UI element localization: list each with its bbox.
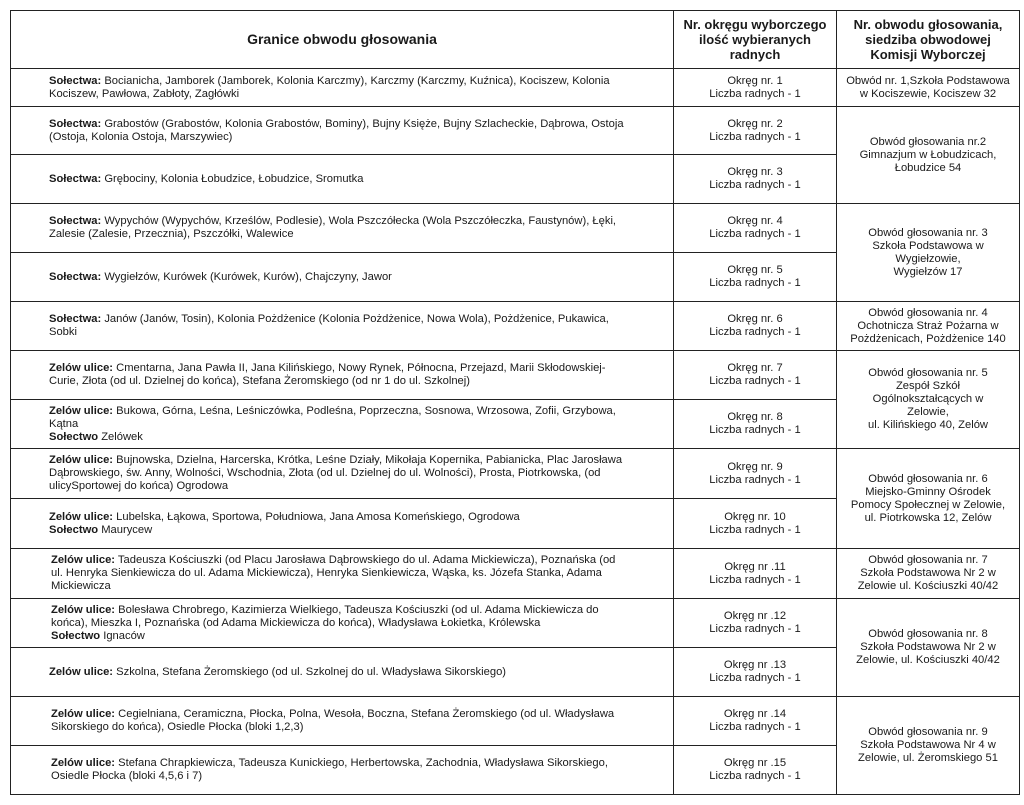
polling-station-cell bbox=[837, 69, 1020, 107]
boundary-key: Sołectwo bbox=[49, 430, 99, 443]
table-row bbox=[11, 107, 1020, 155]
boundary-text: Kątna bbox=[49, 417, 79, 430]
polling-station-line: Wygiełzów 17 bbox=[893, 265, 963, 278]
boundary-line bbox=[49, 215, 665, 228]
boundary-text: Zelówek bbox=[98, 430, 143, 443]
polling-station-line: Pożdżenicach, Pożdżenice 140 bbox=[850, 332, 1006, 345]
polling-station-line: Szkoła Podstawowa Nr 2 w bbox=[860, 567, 996, 579]
district-number: Okręg nr. 7 bbox=[727, 362, 783, 374]
boundary-line bbox=[49, 431, 665, 444]
table-row bbox=[11, 449, 1020, 499]
boundary-line bbox=[49, 375, 665, 388]
polling-station-line: Wygiełzowie, bbox=[895, 252, 961, 265]
polling-station-cell bbox=[837, 449, 1020, 549]
table-row bbox=[11, 351, 1020, 400]
polling-station-cell bbox=[837, 107, 1020, 204]
polling-station-line: Ochotnicza Straż Pożarna w bbox=[857, 319, 999, 332]
district-number: Okręg nr .11 bbox=[724, 560, 786, 573]
district-cell bbox=[674, 599, 837, 648]
boundary-text: końca), Mieszka I, Poznańska (od Adama Mickiewicza do końca), Władysława Łokietka, Królewska bbox=[51, 616, 541, 629]
boundary-line bbox=[49, 524, 665, 537]
boundary-line bbox=[49, 313, 665, 326]
polling-station-line: Obwód głosowania nr. 3 bbox=[868, 226, 988, 239]
table-body bbox=[11, 69, 1020, 795]
boundaries-cell bbox=[11, 449, 674, 499]
boundary-line bbox=[49, 666, 665, 679]
boundary-line bbox=[51, 721, 665, 734]
header-boundaries: Granice obwodu głosowania bbox=[11, 11, 674, 69]
boundary-line bbox=[51, 604, 665, 617]
boundary-text: Janów (Janów, Tosin), Kolonia Pożdżenice (Kolonia Pożdżenice, Nowa Wola), Pożdżenice, Pukawica, bbox=[101, 313, 609, 325]
polling-station-line: Zelowie, bbox=[907, 406, 949, 418]
polling-station-line: Zelowie ul. Kościuszki 40/42 bbox=[857, 580, 999, 592]
boundary-text: Bolesława Chrobrego, Kazimierza Wielkiego, Tadeusza Kościuszki (od ul. Adama Mickiewicza do bbox=[115, 603, 599, 616]
boundary-key: Zelów ulice: bbox=[51, 554, 116, 566]
district-cell bbox=[674, 400, 837, 449]
boundary-line bbox=[49, 173, 665, 186]
polling-station-line: Obwód głosowania nr. 5 bbox=[868, 367, 988, 379]
boundaries-cell bbox=[11, 155, 674, 204]
district-cell bbox=[674, 155, 837, 204]
boundary-key: Sołectwo bbox=[51, 629, 101, 642]
boundary-text: Sikorskiego do końca), Osiedle Płocka (bloki 1,2,3) bbox=[51, 721, 304, 733]
boundary-text: Lubelska, Łąkowa, Sportowa, Południowa, Jana Amosa Komeńskiego, Ogrodowa bbox=[113, 510, 520, 523]
boundary-line bbox=[49, 131, 665, 144]
district-cell bbox=[674, 648, 837, 697]
councillor-count: Liczba radnych - 1 bbox=[709, 179, 801, 191]
boundary-line bbox=[51, 708, 665, 721]
boundary-key: Sołectwo bbox=[49, 523, 99, 536]
district-number: Okręg nr. 4 bbox=[727, 215, 783, 227]
boundaries-cell bbox=[11, 549, 674, 599]
polling-station-line: Zelowie, ul. Żeromskiego 51 bbox=[858, 752, 998, 764]
header-row bbox=[11, 11, 1020, 69]
polling-station-line: Zelowie, ul. Kościuszki 40/42 bbox=[856, 654, 1000, 666]
document bbox=[10, 10, 1020, 795]
boundary-key: Sołectwa: bbox=[49, 313, 102, 325]
boundary-key: Zelów ulice: bbox=[49, 454, 114, 466]
electoral-districts-table bbox=[10, 10, 1020, 795]
boundary-key: Zelów ulice: bbox=[49, 362, 114, 374]
boundary-key: Zelów ulice: bbox=[51, 708, 116, 720]
district-cell bbox=[674, 69, 837, 107]
polling-station-line: w Kociszewie, Kociszew 32 bbox=[859, 87, 997, 100]
boundary-key: Sołectwa: bbox=[49, 172, 102, 185]
boundaries-cell bbox=[11, 69, 674, 107]
header-station-line: siedziba obwodowej bbox=[865, 32, 991, 47]
polling-station-line: ul. Kilińskiego 40, Zelów bbox=[867, 419, 988, 431]
boundary-key: Sołectwa: bbox=[49, 117, 102, 130]
boundary-line bbox=[49, 418, 665, 431]
district-cell bbox=[674, 449, 837, 499]
polling-station-line: Szkoła Podstawowa Nr 2 w bbox=[860, 641, 996, 653]
district-cell bbox=[674, 746, 837, 795]
boundary-text: Wypychów (Wypychów, Krześlów, Podlesie), Wola Pszczółecka (Wola Pszczółeczka, Faustynów), Łęki, bbox=[101, 215, 617, 227]
header-station-line: Komisji Wyborczej bbox=[870, 47, 986, 62]
polling-station-line: Obwód głosowania nr. 4 bbox=[868, 306, 988, 319]
boundary-line bbox=[51, 617, 665, 630]
boundary-key: Zelów ulice: bbox=[49, 510, 114, 523]
boundary-key: Sołectwa: bbox=[49, 270, 102, 283]
table-row bbox=[11, 697, 1020, 746]
polling-station-cell bbox=[837, 697, 1020, 795]
polling-station-cell bbox=[837, 599, 1020, 697]
boundary-key: Zelów ulice: bbox=[51, 603, 116, 616]
polling-station-line: Obwód głosowania nr. 8 bbox=[868, 628, 988, 640]
polling-station-line: Obwód głosowania nr.2 bbox=[869, 135, 987, 148]
table-row bbox=[11, 204, 1020, 253]
district-number: Okręg nr. 6 bbox=[727, 313, 783, 325]
district-cell bbox=[674, 204, 837, 253]
polling-station-line: Obwód nr. 1,Szkoła Podstawowa bbox=[846, 74, 1010, 87]
boundary-text: Szkolna, Stefana Żeromskiego (od ul. Szkolnej do ul. Władysława Sikorskiego) bbox=[113, 665, 507, 678]
boundary-line bbox=[49, 326, 665, 339]
table-row bbox=[11, 549, 1020, 599]
councillor-count: Liczba radnych - 1 bbox=[709, 523, 801, 536]
header-station bbox=[837, 11, 1020, 69]
polling-station-line: Obwód głosowania nr. 7 bbox=[868, 554, 988, 566]
boundary-line bbox=[49, 511, 665, 524]
boundary-line bbox=[49, 75, 665, 88]
district-number: Okręg nr .12 bbox=[723, 610, 787, 622]
boundary-line bbox=[49, 271, 665, 284]
boundaries-cell bbox=[11, 746, 674, 795]
district-number: Okręg nr. 8 bbox=[727, 411, 783, 423]
district-number: Okręg nr .14 bbox=[723, 708, 787, 720]
polling-station-line: Miejsko-Gminny Ośrodek bbox=[865, 485, 991, 498]
polling-station-line: Obwód głosowania nr. 9 bbox=[868, 726, 988, 738]
boundary-line bbox=[51, 630, 665, 643]
polling-station-line: Szkoła Podstawowa w bbox=[872, 239, 984, 252]
boundary-key: Sołectwa: bbox=[49, 215, 102, 227]
boundary-text: Cmentarna, Jana Pawła II, Jana Kilińskiego, Nowy Rynek, Północna, Przejazd, Marii Skłodowskiej- bbox=[113, 362, 606, 374]
boundary-line bbox=[49, 480, 665, 493]
polling-station-line: ul. Piotrkowska 12, Zelów bbox=[864, 511, 992, 524]
boundaries-cell bbox=[11, 697, 674, 746]
boundary-text: Mickiewicza bbox=[51, 580, 111, 592]
district-cell bbox=[674, 253, 837, 302]
councillor-count: Liczba radnych - 1 bbox=[709, 130, 801, 143]
district-number: Okręg nr. 10 bbox=[724, 510, 786, 523]
table-row bbox=[11, 69, 1020, 107]
polling-station-cell bbox=[837, 549, 1020, 599]
district-cell bbox=[674, 549, 837, 599]
councillor-count: Liczba radnych - 1 bbox=[709, 721, 801, 733]
table-row bbox=[11, 599, 1020, 648]
polling-station-line: Ogólnokształcących w bbox=[872, 393, 984, 405]
councillor-count: Liczba radnych - 1 bbox=[709, 672, 801, 684]
district-cell bbox=[674, 499, 837, 549]
boundary-text: Maurycew bbox=[98, 523, 153, 536]
boundary-key: Zelów ulice: bbox=[51, 757, 116, 769]
district-number: Okręg nr. 1 bbox=[727, 74, 783, 87]
boundary-key: Zelów ulice: bbox=[49, 665, 114, 678]
district-number: Okręg nr. 2 bbox=[727, 117, 783, 130]
boundary-line bbox=[49, 405, 665, 418]
polling-station-line: Pomocy Społecznej w Zelowie, bbox=[850, 498, 1006, 511]
boundary-line bbox=[51, 554, 665, 567]
councillor-count: Liczba radnych - 1 bbox=[709, 375, 801, 387]
boundary-line bbox=[49, 228, 665, 241]
councillor-count: Liczba radnych - 1 bbox=[709, 87, 801, 100]
polling-station-line: Łobudzice 54 bbox=[894, 161, 962, 174]
boundary-text: Grabostów (Grabostów, Kolonia Grabostów, Bominy), Bujny Księże, Bujny Szlacheckie, Dąbrowa, Ostoja bbox=[101, 117, 624, 130]
boundary-text: ul. Henryka Sienkiewicza do ul. Adama Mickiewicza), Henryka Sienkiewicza, Wąska, ks. Józefa Stanka, Adama bbox=[51, 567, 602, 579]
district-number: Okręg nr. 3 bbox=[727, 166, 783, 178]
boundaries-cell bbox=[11, 253, 674, 302]
boundary-line bbox=[49, 454, 665, 467]
boundary-text: Bujnowska, Dzielna, Harcerska, Krótka, Leśne Działy, Mikołaja Kopernika, Pabianicka, Plac Jarosława bbox=[113, 454, 623, 466]
boundary-key: Zelów ulice: bbox=[49, 404, 114, 417]
boundary-text: Tadeusza Kościuszki (od Placu Jarosława Dąbrowskiego do ul. Adama Mickiewicza), Poznańska (od bbox=[115, 554, 616, 566]
header-station-line: Nr. obwodu głosowania, bbox=[853, 17, 1003, 32]
header-district-line: Nr. okręgu wyborczego bbox=[683, 17, 827, 32]
district-cell bbox=[674, 697, 837, 746]
boundary-text: Curie, Złota (od ul. Dzielnej do końca), Stefana Żeromskiego (od nr 1 do ul. Szkolnej) bbox=[49, 375, 470, 387]
boundary-text: Wygiełzów, Kurówek (Kurówek, Kurów), Chajczyny, Jawor bbox=[101, 270, 392, 283]
councillor-count: Liczba radnych - 1 bbox=[709, 573, 801, 586]
councillor-count: Liczba radnych - 1 bbox=[709, 424, 801, 436]
polling-station-cell bbox=[837, 302, 1020, 351]
boundaries-cell bbox=[11, 499, 674, 549]
district-number: Okręg nr .15 bbox=[723, 757, 787, 769]
polling-station-line: Obwód głosowania nr. 6 bbox=[868, 472, 988, 485]
boundary-text: Sobki bbox=[49, 326, 77, 338]
district-cell bbox=[674, 302, 837, 351]
polling-station-line: Gimnazjum w Łobudzicach, bbox=[859, 148, 997, 161]
boundary-line bbox=[49, 362, 665, 375]
boundaries-cell bbox=[11, 648, 674, 697]
header-district bbox=[674, 11, 837, 69]
district-cell bbox=[674, 351, 837, 400]
boundary-text: Zalesie (Zalesie, Przecznia), Pszczółki, Walewice bbox=[49, 228, 294, 240]
polling-station-cell bbox=[837, 204, 1020, 302]
boundary-line bbox=[49, 467, 665, 480]
boundary-text: Cegielniana, Ceramiczna, Płocka, Polna, Wesoła, Boczna, Stefana Żeromskiego (od ul. Władysława bbox=[115, 708, 615, 720]
boundary-line bbox=[51, 567, 665, 580]
polling-station-cell bbox=[837, 351, 1020, 449]
boundary-text: Bukowa, Górna, Leśna, Leśniczówka, Podleśna, Poprzeczna, Sosnowa, Wrzosowa, Zofii, Grzybowa, bbox=[113, 404, 616, 417]
councillor-count: Liczba radnych - 1 bbox=[709, 473, 801, 486]
boundary-text: Bocianicha, Jamborek (Jamborek, Kolonia Karczmy), Karczmy (Karczmy, Kuźnica), Kociszew, Kolonia bbox=[101, 74, 610, 87]
district-number: Okręg nr. 5 bbox=[727, 264, 783, 276]
boundary-text: Ignaców bbox=[100, 629, 145, 642]
table-row bbox=[11, 302, 1020, 351]
boundary-text: Kociszew, Pawłowa, Zabłoty, Zagłówki bbox=[49, 87, 240, 100]
polling-station-line: Zespół Szkół bbox=[895, 380, 961, 392]
polling-station-line: Szkoła Podstawowa Nr 4 w bbox=[860, 739, 996, 751]
councillor-count: Liczba radnych - 1 bbox=[709, 228, 801, 240]
district-cell bbox=[674, 107, 837, 155]
boundary-line bbox=[49, 118, 665, 131]
district-number: Okręg nr. 9 bbox=[727, 460, 783, 473]
boundary-key: Sołectwa: bbox=[49, 74, 102, 87]
councillor-count: Liczba radnych - 1 bbox=[709, 277, 801, 289]
councillor-count: Liczba radnych - 1 bbox=[709, 326, 801, 338]
header-district-line: ilość wybieranych bbox=[699, 32, 811, 47]
header-district-line: radnych bbox=[729, 47, 781, 62]
boundary-line bbox=[51, 580, 665, 593]
boundary-text: Dąbrowskiego, św. Anny, Wolności, Wschodnia, Złota (od ul. Dzielnej do ul. Wolności), Prosta, Piotrkowska, (od bbox=[49, 467, 601, 479]
boundary-text: ulicySportowej do końca) Ogrodowa bbox=[49, 480, 229, 492]
boundaries-cell bbox=[11, 351, 674, 400]
boundaries-cell bbox=[11, 400, 674, 449]
boundary-text: Osiedle Płocka (bloki 4,5,6 i 7) bbox=[51, 770, 203, 782]
boundary-line bbox=[51, 770, 665, 783]
boundaries-cell bbox=[11, 107, 674, 155]
boundary-text: Grębociny, Kolonia Łobudzice, Łobudzice, Sromutka bbox=[101, 172, 364, 185]
boundary-text: Stefana Chrapkiewicza, Tadeusza Kunickiego, Herbertowska, Zachodnia, Władysława Sikorskiego, bbox=[115, 757, 608, 769]
boundaries-cell bbox=[11, 599, 674, 648]
district-number: Okręg nr .13 bbox=[723, 659, 787, 671]
boundary-line bbox=[49, 88, 665, 101]
boundaries-cell bbox=[11, 204, 674, 253]
boundary-line bbox=[51, 757, 665, 770]
councillor-count: Liczba radnych - 1 bbox=[709, 623, 801, 635]
councillor-count: Liczba radnych - 1 bbox=[709, 770, 801, 782]
boundaries-cell bbox=[11, 302, 674, 351]
boundary-text: (Ostoja, Kolonia Ostoja, Marszywiec) bbox=[49, 130, 233, 143]
